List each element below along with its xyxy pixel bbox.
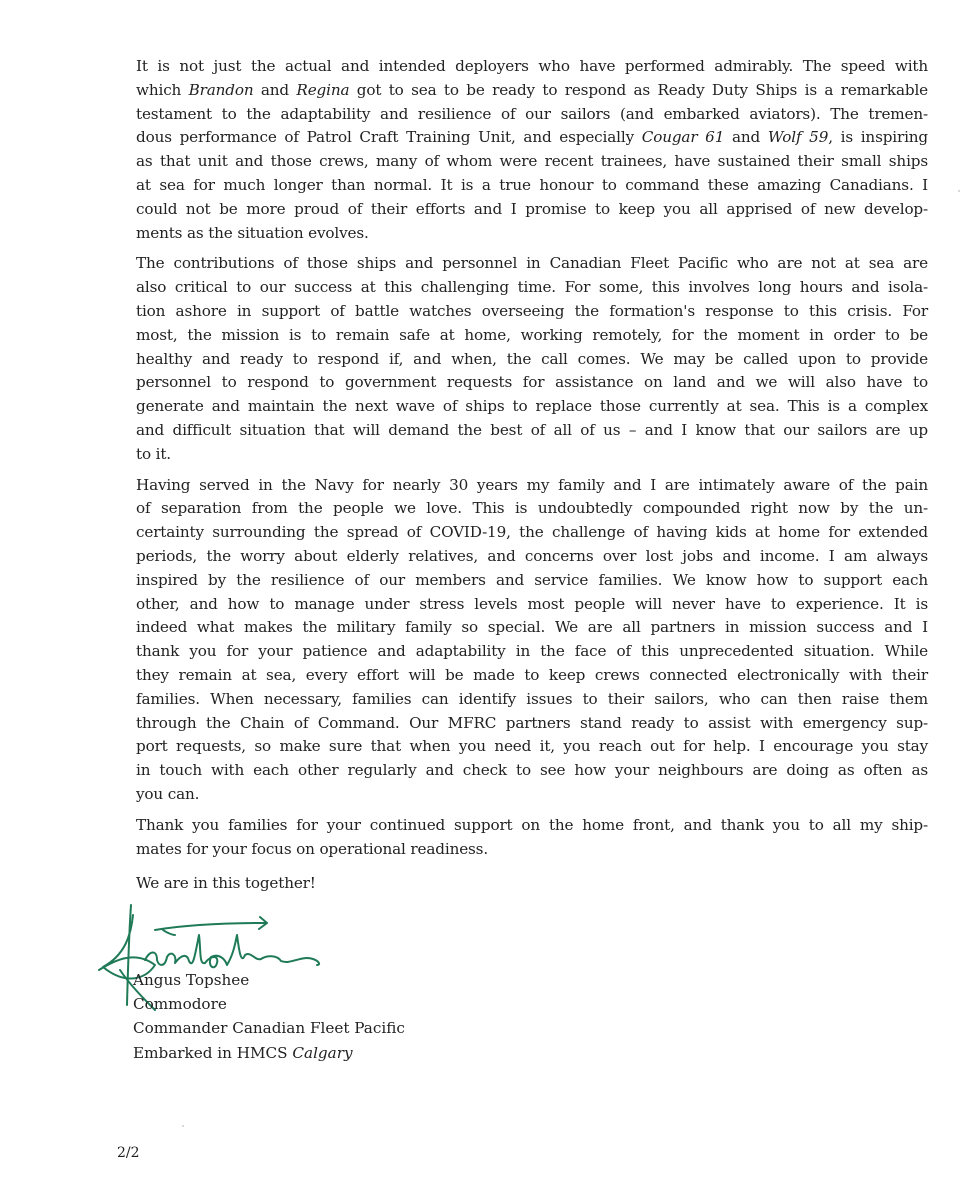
text-line: port requests, so make sure that when you need it, you reach out for help. I encourage you stay bbox=[136, 737, 928, 756]
text-line: ments as the situation evolves. bbox=[136, 223, 369, 242]
text-line: The contributions of those ships and personnel in Canadian Fleet Pacific who are not at sea are bbox=[136, 254, 928, 273]
text-line: personnel to respond to government requests for assistance on land and we will also have to bbox=[136, 373, 928, 392]
scan-speck bbox=[958, 190, 960, 192]
text-line: mates for your focus on operational readiness. bbox=[136, 839, 489, 858]
text-line: inspired by the resilience of our members and service families. We know how to support each bbox=[136, 570, 928, 589]
text-line: most, the mission is to remain safe at home, working remotely, for the moment in order to be bbox=[136, 325, 928, 344]
text-line: in touch with each other regularly and check to see how your neighbours are doing as often as bbox=[136, 761, 928, 780]
signatory-embarked bbox=[133, 1041, 405, 1065]
text-segment: and bbox=[724, 128, 768, 147]
text-line: and difficult situation that will demand the best of all of us – and I know that our sailors are up bbox=[136, 420, 928, 439]
scan-speck bbox=[182, 1125, 184, 1127]
text-segment: which bbox=[136, 80, 189, 99]
text-line: at sea for much longer than normal. It is a true honour to command these amazing Canadians. I bbox=[136, 175, 928, 194]
text-line: you can. bbox=[136, 784, 200, 803]
text-line bbox=[136, 79, 928, 103]
ship-name: Cougar 61 bbox=[641, 128, 725, 147]
text-segment: and bbox=[253, 80, 297, 99]
signature-block bbox=[133, 968, 405, 1065]
text-line: healthy and ready to respond if, and when, the call comes. We may be called upon to provide bbox=[136, 349, 928, 368]
text-line bbox=[136, 126, 928, 150]
text-line: thank you for your patience and adaptability in the face of this unprecedented situation. While bbox=[136, 642, 928, 661]
text-line: generate and maintain the next wave of ships to replace those currently at sea. This is a complex bbox=[136, 397, 928, 416]
signatory-title: Commander Canadian Fleet Pacific bbox=[133, 1019, 405, 1038]
text-line: they remain at sea, every effort will be made to keep crews connected electronically with their bbox=[136, 665, 928, 684]
ship-name: Wolf 59 bbox=[767, 128, 829, 147]
closing-line: We are in this together! bbox=[136, 874, 316, 893]
signatory-name: Angus Topshee bbox=[133, 971, 250, 989]
text-line: Thank you families for your continued support on the home front, and thank you to all my ship- bbox=[136, 815, 928, 834]
text-line: indeed what makes the military family so special. We are all partners in mission success and I bbox=[136, 618, 928, 637]
ship-name: Brandon bbox=[188, 80, 254, 99]
text-segment: got to sea to be ready to respond as Ready Duty Ships is a remarkable bbox=[349, 80, 929, 99]
ship-name: Regina bbox=[296, 80, 350, 99]
text-line: also critical to our success at this challenging time. For some, this involves long hours and isola- bbox=[136, 278, 928, 297]
text-line: Having served in the Navy for nearly 30 years my family and I are intimately aware of the pain bbox=[136, 475, 928, 494]
text-line: families. When necessary, families can identify issues to their sailors, who can then raise them bbox=[136, 689, 928, 708]
embarked-ship: Calgary bbox=[292, 1043, 353, 1062]
text-line: through the Chain of Command. Our MFRC partners stand ready to assist with emergency sup- bbox=[136, 713, 928, 732]
text-line: tion ashore in support of battle watches overseeing the formation's response to this crisis. For bbox=[136, 301, 928, 320]
paragraph bbox=[136, 252, 928, 466]
text-line: of separation from the people we love. This is undoubtedly compounded right now by the un- bbox=[136, 499, 928, 518]
embarked-prefix: Embarked in HMCS bbox=[133, 1043, 293, 1062]
text-line: other, and how to manage under stress levels most people will never have to experience. It is bbox=[136, 594, 928, 613]
paragraph bbox=[136, 55, 928, 245]
text-line: periods, the worry about elderly relatives, and concerns over lost jobs and income. I am always bbox=[136, 546, 928, 565]
letter-body bbox=[136, 55, 928, 895]
text-line: as that unit and those crews, many of whom were recent trainees, have sustained their small ships bbox=[136, 152, 928, 171]
text-line: could not be more proud of their efforts and I promise to keep you all apprised of new develop- bbox=[136, 199, 928, 218]
signatory-rank: Commodore bbox=[133, 995, 227, 1014]
text-segment: dous performance of Patrol Craft Training Unit, and especially bbox=[136, 128, 642, 147]
page-number: 2/2 bbox=[117, 1145, 140, 1161]
text-line: certainty surrounding the spread of COVID-19, the challenge of having kids at home for extended bbox=[136, 523, 928, 542]
text-line: testament to the adaptability and resilience of our sailors (and embarked aviators). The tremen- bbox=[136, 104, 928, 123]
text-line: to it. bbox=[136, 444, 171, 463]
text-line: It is not just the actual and intended deployers who have performed admirably. The speed with bbox=[136, 57, 928, 75]
paragraph bbox=[136, 474, 928, 807]
paragraph bbox=[136, 814, 928, 862]
text-segment: , is inspiring bbox=[828, 128, 929, 147]
